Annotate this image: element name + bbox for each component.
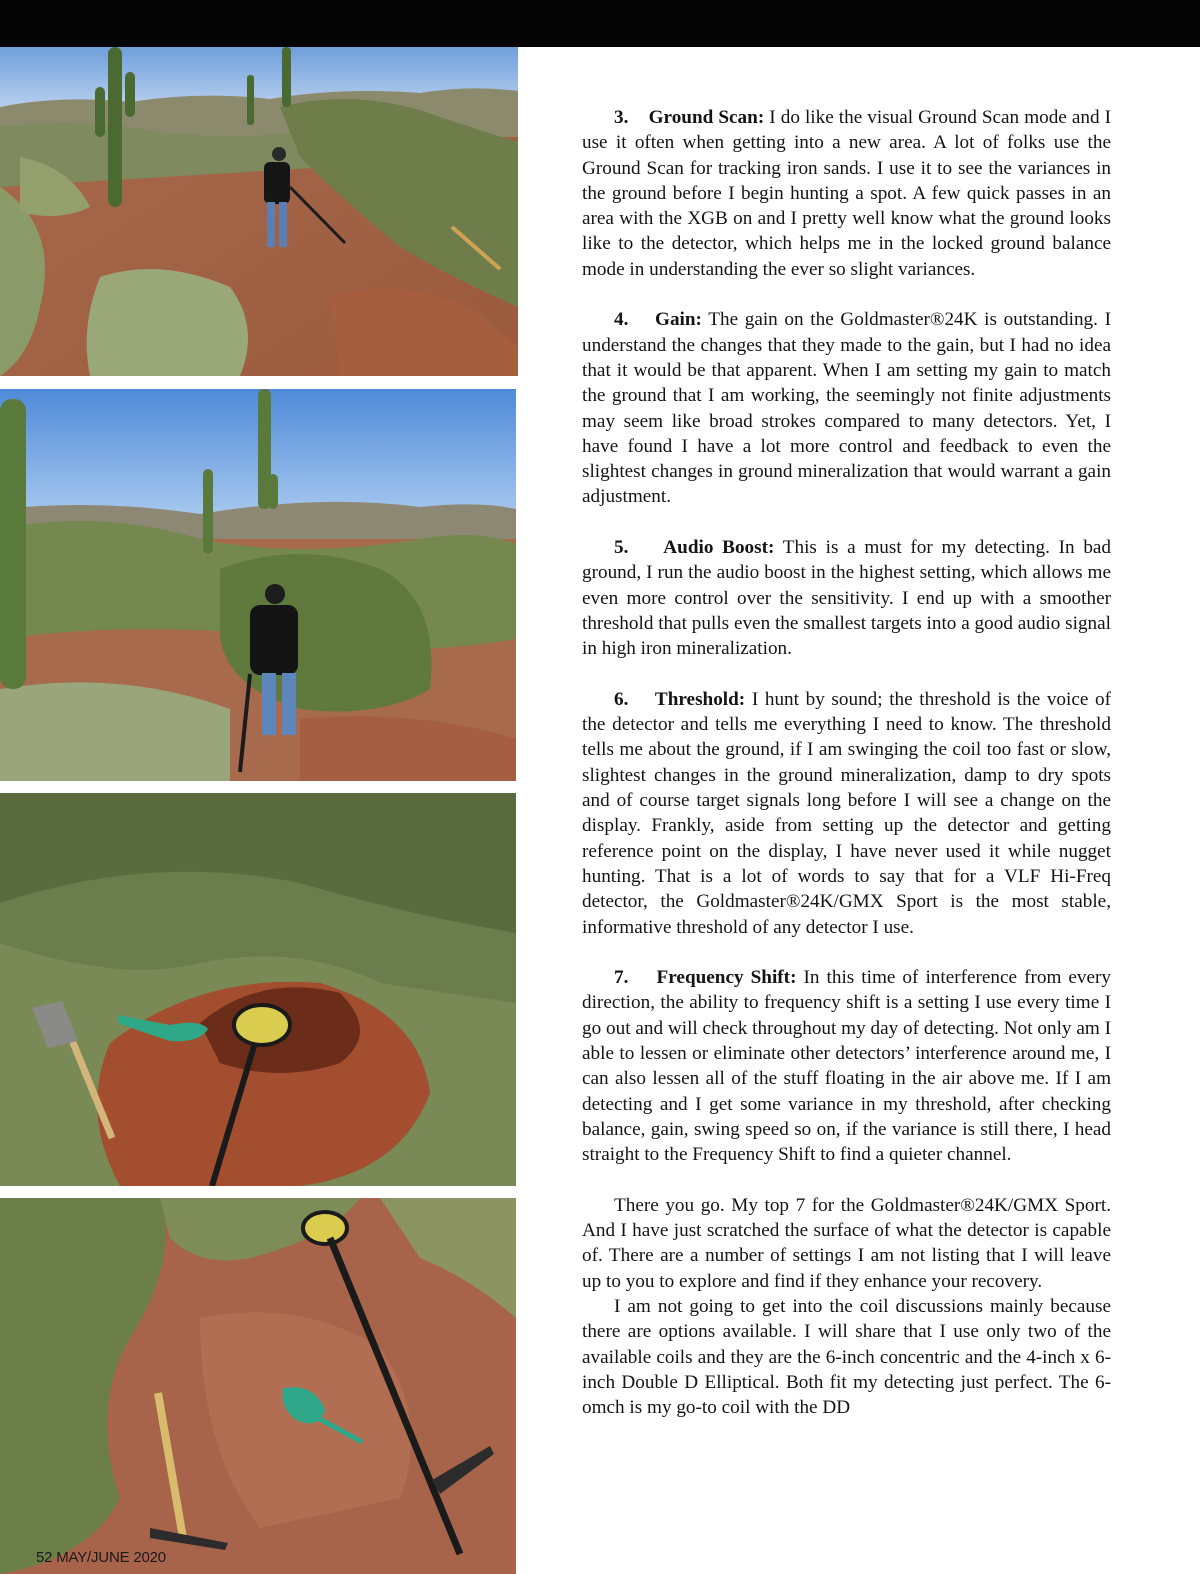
detectorist-saguaro-illustration <box>0 389 516 781</box>
item-heading: 4. Gain: <box>614 309 702 331</box>
item-audio-boost <box>582 535 1111 661</box>
item-heading: 3. Ground Scan: <box>614 107 765 128</box>
photo-detectorist-saguaro <box>0 389 516 781</box>
item-frequency-shift <box>582 965 1111 1167</box>
photo-tools-red-ground <box>0 1198 516 1574</box>
photo-desert-hillside <box>0 47 518 376</box>
item-text: I do like the visual Ground Scan mode and I use it often when getting into a new area. A lot of folks use the Ground Scan for tracking iron sands. I use it to see the variances in the ground before I begin hunting a spot. A few quick passes in an area with the XGB on and I pretty well know what the ground looks like to the detector, which helps me in the locked ground balance mode in understanding the ever so slight variances. <box>582 107 1112 280</box>
item-text: The gain on the Goldmaster®24K is outstanding. I understand the changes that they made to the gain, but I had no idea that it would be that apparent. When I am setting my gain to match the ground that I am working, the seemingly not finite adjustments may seem like broad strokes compared to many detectors. Yet, I have found I have a lot more control and feedback to even the slightest changes in ground mineralization that would warrant a gain adjustment. <box>582 309 1111 508</box>
item-threshold <box>582 687 1111 940</box>
item-text: In this time of interference from every direction, the ability to frequency shift is a setting I use every time I go out and will check throughout my day of detecting. Not only am I able to lessen or eliminate other detectors’ interference around me, I can also lessen all of the stuff floating in the air above me. If I am detecting and I get some variance in my threshold, after checking balance, gain, swing speed so on, if the variance is still there, I head straight to the Frequency Shift to find a quieter channel. <box>582 967 1112 1166</box>
item-heading: 7. Frequency Shift: <box>614 967 797 989</box>
tools-ground-illustration <box>0 1198 516 1574</box>
item-heading: 6. Threshold: <box>614 688 746 710</box>
page-folio: 52 MAY/JUNE 2020 <box>36 1549 166 1566</box>
article-body <box>582 105 1111 1420</box>
item-gain <box>582 307 1111 509</box>
item-text: I hunt by sound; the threshold is the voice of the detector and tells me everything I need to know. The threshold tells me about the ground, if I am swinging the coil too fast or slow, slightest changes in the ground mineralization, damp to dry spots and of course target signals long before I will see a change on the display. Frankly, aside from setting up the detector and getting reference point on the display, I have never used it while nugget hunting. That is a lot of words to say that for a VLF Hi-Freq detector, the Goldmaster®24K/GMX Sport is the most stable, informative threshold of any detector I use. <box>582 688 1112 938</box>
item-heading: 5. Audio Boost: <box>614 537 775 559</box>
item-ground-scan <box>582 105 1111 282</box>
closing-paragraph-1: There you go. My top 7 for the Goldmaster®24K/GMX Sport. And I have just scratched the surface of what the detector is capable of. There are a number of settings I am not listing that I will leave up to you to explore and find if they enhance your recovery. <box>582 1194 1111 1292</box>
dig-hole-illustration <box>0 793 516 1186</box>
photo-dig-hole-tools <box>0 793 516 1186</box>
top-black-bar <box>0 0 1200 47</box>
desert-hillside-illustration <box>0 47 518 376</box>
closing-paragraph-2: I am not going to get into the coil discussions mainly because there are options available. I will share that I use only two of the available coils and they are the 6-inch concentric and the 4-inch x 6-inch Double D Elliptical. Both fit my detecting just perfect. The 6-omch is my go-to coil with the DD <box>582 1295 1111 1419</box>
item-text: This is a must for my detecting. In bad ground, I run the audio boost in the highest setting, which allows me even more control over the sensitivity. I end up with a smoother threshold that pulls even the smallest targets into a good audio signal in high iron mineralization. <box>582 537 1112 660</box>
